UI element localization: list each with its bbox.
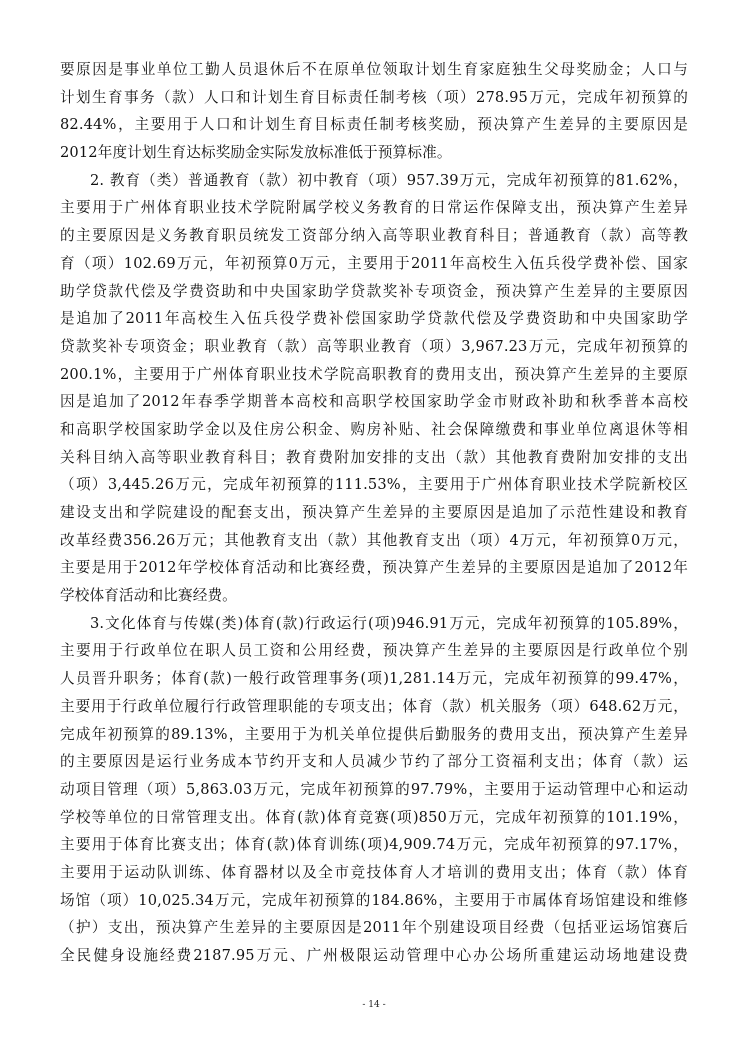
text-line: 育（项）102.69万元，年初预算0万元，主要用于2011年高校生入伍兵役学费补偿、国家 <box>60 254 688 272</box>
text-line: 关科目纳入高等职业教育科目；教育费附加安排的支出（款）其他教育费附加安排的支出 <box>60 448 688 466</box>
text-line: 主要用于广州体育职业技术学院附属学校义务教育的日常运作保障支出，预决算产生差异 <box>60 199 688 217</box>
text-line: 全民健身设施经费2187.95万元、广州极限运动管理中心办公场所重建运动场地建设费 <box>60 947 688 964</box>
text-line: 2012年度计划生育达标奖励金实际发放标准低于预算标准。 <box>60 144 452 162</box>
text-line: 人员晋升职务；体育(款)一般行政管理事务(项)1,281.14万元，完成年初预算的99.47%， <box>60 670 688 688</box>
text-line: 和高职学校国家助学金以及住房公积金、购房补贴、社会保障缴费和事业单位离退休等相 <box>60 420 688 438</box>
text-line: 助学贷款代偿及学费资助和中央国家助学贷款奖补专项资金，预决算产生差异的主要原因 <box>60 282 688 300</box>
text-line: 完成年初预算的89.13%，主要用于为机关单位提供后勤服务的费用支出，预决算产生差异 <box>60 725 688 743</box>
text-line: 主要是用于2012年学校体育活动和比赛经费，预决算产生差异的主要原因是追加了2012年 <box>60 559 688 577</box>
text-line: 主要用于运动队训练、体育器材以及全市竞技体育人才培训的费用支出；体育（款）体育 <box>60 863 688 881</box>
text-line: 的主要原因是运行业务成本节约开支和人员减少节约了部分工资福利支出；体育（款）运 <box>60 753 688 771</box>
body-text <box>60 56 688 970</box>
text-line: 改革经费356.26万元；其他教育支出（款）其他教育支出（项）4万元，年初预算0万元， <box>60 531 688 549</box>
text-line: 的主要原因是义务教育职员统发工资部分纳入高等职业教育科目；普通教育（款）高等教 <box>60 227 688 245</box>
text-line: 建设支出和学院建设的配套支出，预决算产生差异的主要原因是追加了示范性建设和教育 <box>60 504 688 521</box>
paragraph-first-line: 3.文化体育与传媒(类)体育(款)行政运行(项)946.91万元，完成年初预算的105.89%， <box>90 614 688 632</box>
text-line: 82.44%，主要用于人口和计划生育目标责任制考核奖励，预决算产生差异的主要原因是 <box>60 116 688 134</box>
text-line: 200.1%，主要用于广州体育职业技术学院高职教育的费用支出，预决算产生差异的主要原 <box>60 365 688 383</box>
text-line: （护）支出，预决算产生差异的主要原因是2011年个别建设项目经费（包括亚运场馆赛后 <box>60 919 688 937</box>
text-line: （项）3,445.26万元，完成年初预算的111.53%，主要用于广州体育职业技术学院新校区 <box>60 476 688 494</box>
text-line: 主要用于行政单位履行行政管理职能的专项支出；体育（款）机关服务（项）648.62万元， <box>60 697 688 715</box>
text-line: 场馆（项）10,025.34万元，完成年初预算的184.86%，主要用于市属体育场馆建设和维修 <box>60 891 688 909</box>
text-line: 主要用于体育比赛支出；体育(款)体育训练(项)4,909.74万元，完成年初预算的97.17%， <box>60 836 688 854</box>
text-line: 主要用于行政单位在职人员工资和公用经费，预决算产生差异的主要原因是行政单位个别 <box>60 642 688 660</box>
text-line: 要原因是事业单位工勤人员退休后不在原单位领取计划生育家庭独生父母奖励金；人口与 <box>60 61 688 78</box>
text-line: 因是追加了2012年春季学期普本高校和高职学校国家助学金市财政补助和秋季普本高校 <box>60 393 688 411</box>
text-line: 动项目管理（项）5,863.03万元，完成年初预算的97.79%，主要用于运动管理中心和运动 <box>60 780 688 798</box>
text-line: 计划生育事务（款）人口和计划生育目标责任制考核（项）278.95万元，完成年初预算的 <box>60 88 688 106</box>
text-line: 是追加了2011年高校生入伍兵役学费补偿国家助学贷款代偿及学费资助和中央国家助学 <box>60 310 688 328</box>
paragraph-first-line: 2. 教育（类）普通教育（款）初中教育（项）957.39万元，完成年初预算的81.62%， <box>90 171 688 189</box>
page-number: - 14 - <box>362 1000 386 1010</box>
text-line: 学校等单位的日常管理支出。体育(款)体育竞赛(项)850万元，完成年初预算的101.19%， <box>60 808 688 826</box>
text-line: 学校体育活动和比赛经费。 <box>60 587 237 605</box>
text-line: 贷款奖补专项资金；职业教育（款）高等职业教育（项）3,967.23万元，完成年初预算的 <box>60 337 688 355</box>
